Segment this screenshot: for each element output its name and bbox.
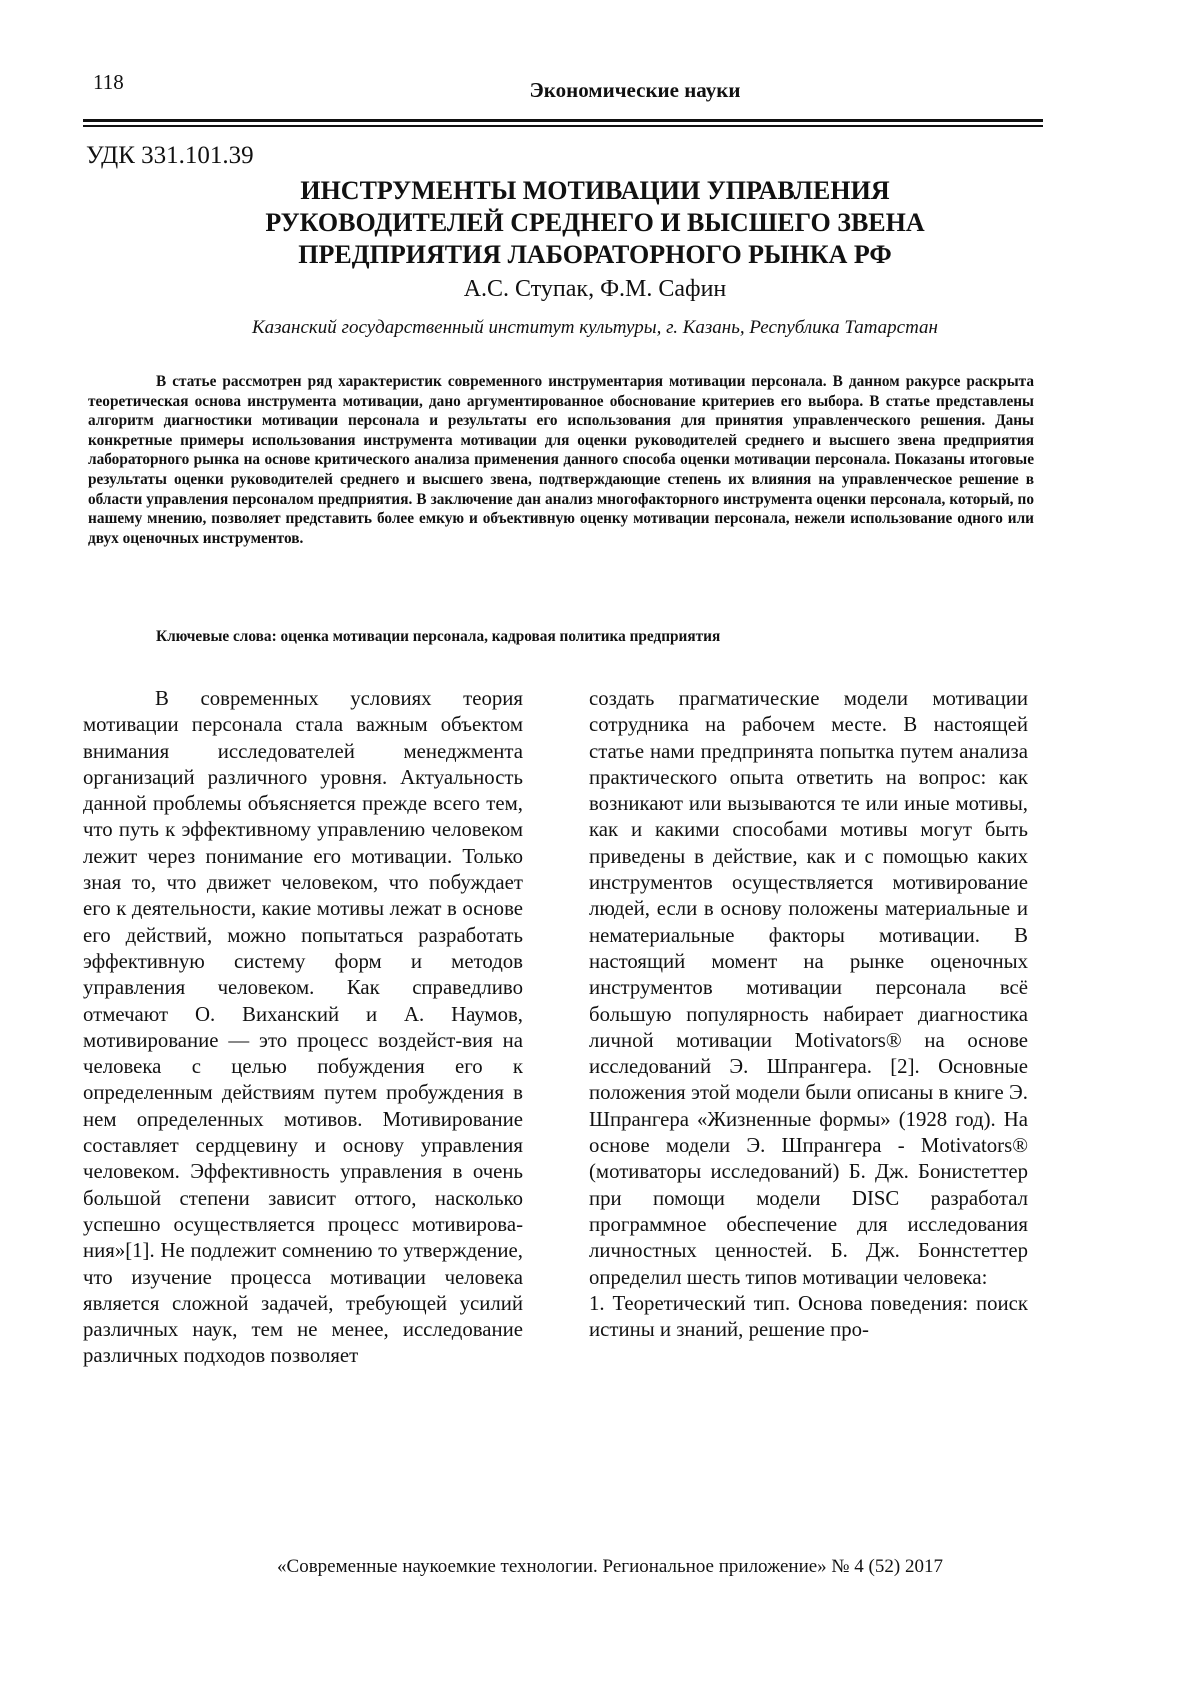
body-paragraph: создать прагматические модели мотивации сотрудника на рабочем месте. В настоящей статье нами предпринята попытка путем анализа практического опыта ответить на вопрос: как возникают или вызываются те или иные мотивы, как и какими способами мотивы могут быть приведены в действие, как и с помощью каких инструментов осуществляется мотивирование людей, если в основу положены материальные и нематериальные факторы мотивации. В настоящий момент на рынке оценочных инструментов мотивации персонала всё большую популярность набирает диагностика личной мотивации Motivators® на основе исследований Э. Шпрангера. [2]. Основные положения этой модели были описаны в книге Э. Шпрангера «Жизненные формы» (1928 год). На основе модели Э. Шпрангера - Motivators® (мотиваторы исследований) Б. Дж. Бонистеттер при помощи модели DISC разработал программное обеспечение для исследования личностных ценностей. Б. Дж. Боннстеттер определил шесть типов мотивации человека: (589, 687, 1028, 1289)
title-line: РУКОВОДИТЕЛЕЙ СРЕДНЕГО И ВЫСШЕГО ЗВЕНА (265, 208, 925, 237)
title-line: ИНСТРУМЕНТЫ МОТИВАЦИИ УПРАВЛЕНИЯ (300, 176, 890, 205)
title-line: ПРЕДПРИЯТИЯ ЛАБОРАТОРНОГО РЫНКА РФ (298, 240, 892, 269)
udk-code: УДК 331.101.39 (86, 142, 254, 169)
affiliation: Казанский государственный институт культуры, г. Казань, Республика Татарстан (252, 317, 938, 338)
abstract: В статье рассмотрен ряд характеристик современного инструментария мотивации персонала. В данном ракурсе раскрыта теоретическая основа инструмента мотивации, дано аргументированное обоснование критериев его выбора. В статье представлены алгоритм диагностики мотивации персонала и результаты его использования для принятия управленческого решения. Даны конкретные примеры использования инструмента мотивации для оценки руководителей среднего и высшего звена предприятия лабораторного рынка на основе критического анализа применения данного способа оценки мотивации персонала. Показаны итоговые результаты оценки руководителей среднего и высшего звена, подтверждающие степень их влияния на управленческое решение в области управления персоналом предприятия. В заключение дан анализ многофакторного инструмента оценки персонала, который, по нашему мнению, позволяет представить более емкую и объективную оценку мотивации персонала, нежели использование одного или двух оценочных инструментов. (88, 373, 1034, 547)
section-title: Экономические науки (529, 78, 741, 102)
journal-footer: «Современные наукоемкие технологии. Региональное приложение» № 4 (52) 2017 (277, 1556, 943, 1577)
body-column-left: В современных условиях теория мотивации персонала стала важным объектом внимания исследователей менеджмента организаций различного уровня. Актуальность данной проблемы объясняется прежде всего тем, что путь к эффективному управлению человеком лежит через понимание его мотивации. Только зная то, что движет человеком, что побуждает его к деятельности, какие мотивы лежат в основе его действий, можно попытаться разработать эффективную систему форм и методов управления человеком. Как справедливо отмечают О. Виханский и А. Наумов, мотивирование — это процесс воздейст-вия на человека с целью побуждения его к определенным действиям путем пробуждения в нем определенных мотивов. Мотивирование составляет сердцевину и основу управления человеком. Эффективность управления в очень большой степени зависит оттого, насколько успешно осуществляется процесс мотивирова-ния»[1]. Не подлежит сомнению то утверждение, что изучение процесса мотивации человека является сложной задачей, требующей усилий различных наук, тем не менее, исследование различных подходов позволяет (83, 687, 523, 1368)
article-title (0, 175, 1190, 271)
header-rule-thick (83, 119, 1043, 122)
body-paragraph: 1. Теоретический тип. Основа поведения: поиск истины и знаний, решение про- (589, 1291, 1028, 1342)
body-column-right (589, 686, 1028, 1343)
authors: А.С. Ступак, Ф.М. Сафин (463, 276, 727, 302)
keywords: Ключевые слова: оценка мотивации персонала, кадровая политика предприятия (156, 628, 721, 645)
header-rule-thin (83, 125, 1043, 127)
page-number: 118 (93, 70, 124, 94)
